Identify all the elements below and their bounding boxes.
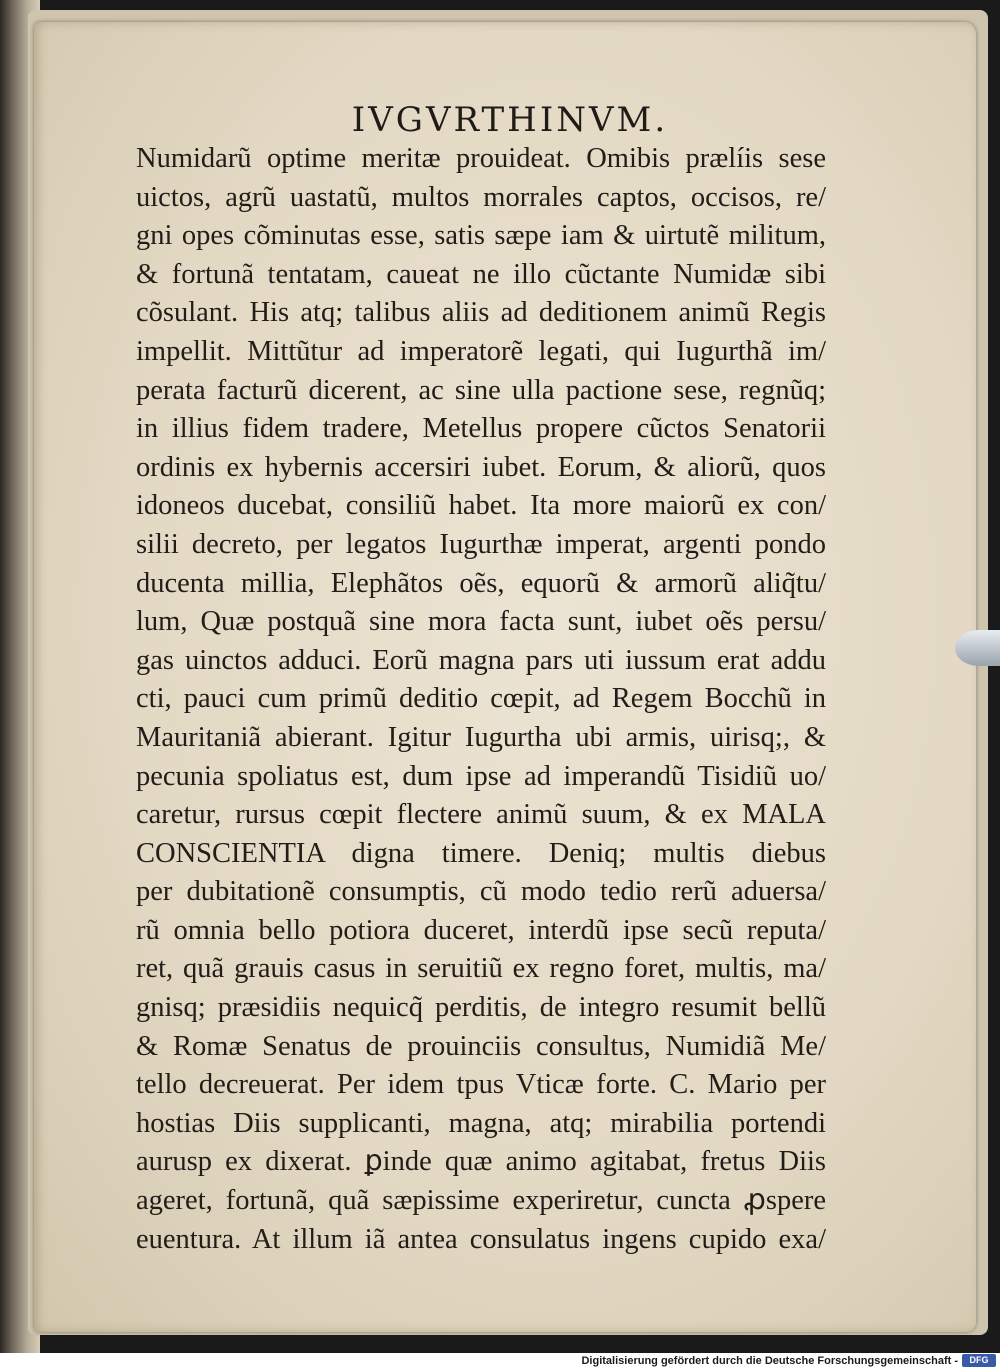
text-line: caretur, rursus cœpit flectere animũ suum, & ex MALA <box>136 799 826 831</box>
text-line: cti, pauci cum primũ deditio cœpit, ad Regem Bocchũ in <box>136 683 826 715</box>
text-line: cõsulant. His atq; talibus aliis ad deditionem animũ Regis <box>136 297 826 329</box>
bookmark-tab <box>955 630 1000 666</box>
text-line: tello decreuerat. Per idem tpus Vticæ forte. C. Mario per <box>136 1069 826 1101</box>
footer-credit: Digitalisierung gefördert durch die Deutsche Forschungsgemeinschaft - <box>581 1355 958 1367</box>
text-line: in illius fidem tradere, Metellus propere cũctos Senatorii <box>136 413 826 445</box>
text-line: & Romæ Senatus de prouinciis consultus, Numidiã Me/ <box>136 1030 826 1062</box>
body-text <box>136 140 826 1259</box>
text-line: idoneos ducebat, consiliũ habet. Ita more maiorũ ex con/ <box>136 490 826 522</box>
text-line: hostias Diis supplicanti, magna, atq; mirabilia portendi <box>136 1107 826 1139</box>
text-line: Mauritaniã abierant. Igitur Iugurtha ubi armis, uirisq;, & <box>136 721 826 753</box>
text-line: gnisq; præsidiis nequicq̃ perditis, de integro resumit bellũ <box>136 992 826 1024</box>
text-line: ageret, fortunã, quã sæpissime experiretur, cuncta ꝓspere <box>136 1185 826 1217</box>
text-line: Numidarũ optime meritæ prouideat. Omibis prælíis sese <box>136 143 826 174</box>
text-line: & fortunã tentatam, caueat ne illo cũctante Numidæ sibi <box>136 258 826 290</box>
text-line: perata facturũ dicerent, ac sine ulla pactione sese, regnũq; <box>136 374 826 406</box>
text-line: ret, quã grauis casus in seruitiũ ex regno foret, multis, ma/ <box>136 953 826 985</box>
text-line: gni opes cõminutas esse, satis sæpe iam & uirtutẽ militum, <box>136 220 826 252</box>
running-head: IVGVRTHINVM. <box>351 100 669 140</box>
dfg-logo: DFG <box>962 1354 996 1367</box>
text-line: gas uinctos adduci. Eorũ magna pars uti iussum erat addu <box>136 644 826 676</box>
text-line: silii decreto, per legatos Iugurthæ imperat, argenti pondo <box>136 528 826 560</box>
text-line: impellit. Mittũtur ad imperatorẽ legati, qui Iugurthã im/ <box>136 335 826 367</box>
text-line: ordinis ex hybernis accersiri iubet. Eorum, & aliorũ, quos <box>136 451 826 483</box>
text-line: aurusp ex dixerat. ꝑinde quæ animo agitabat, fretus Diis <box>136 1146 826 1178</box>
text-line: CONSCIENTIA digna timere. Deniq; multis diebus <box>136 837 826 869</box>
text-line: uictos, agrũ uastatũ, multos morrales captos, occisos, re/ <box>136 181 826 213</box>
text-line: ducenta millia, Elephãtos oẽs, equorũ & armorũ aliq̃tu/ <box>136 567 826 599</box>
text-line: per dubitationẽ consumptis, cũ modo tedio rerũ aduersa/ <box>136 876 826 908</box>
text-line: lum, Quæ postquã sine mora facta sunt, iubet oẽs persu/ <box>136 606 826 638</box>
text-line: pecunia spoliatus est, dum ipse ad imperandũ Tisidiũ uo/ <box>136 760 826 792</box>
text-line: euentura. At illum iã antea consulatus ingens cupido exa/ <box>136 1223 826 1255</box>
text-line: rũ omnia bello potiora duceret, interdũ ipse secũ reputa/ <box>136 914 826 946</box>
